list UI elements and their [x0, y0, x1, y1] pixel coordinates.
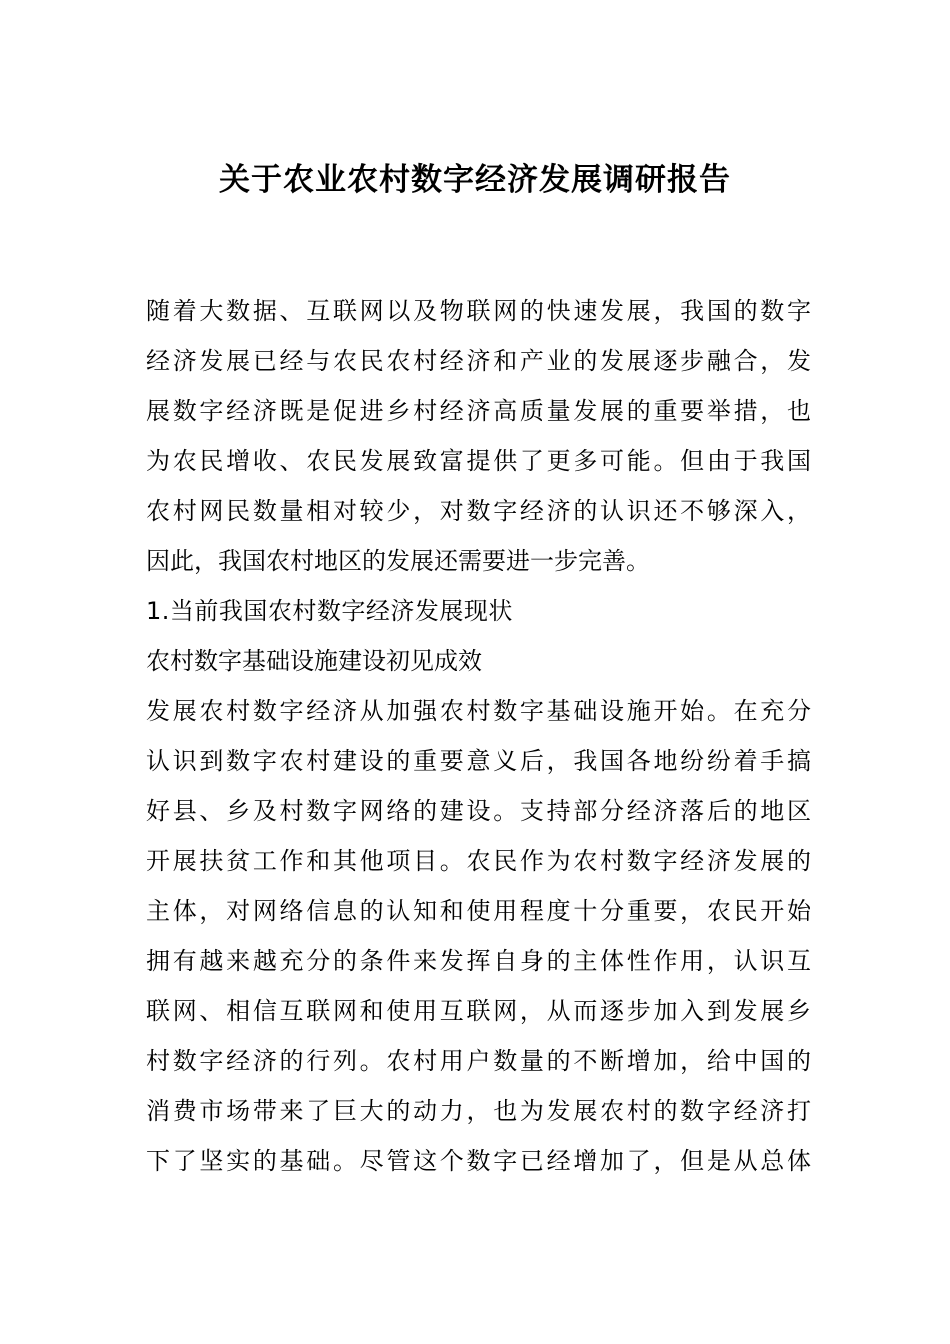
body-line: 认识到数字农村建设的重要意义后，我国各地纷纷着手搞: [146, 747, 811, 775]
intro-line: 经济发展已经与农民农村经济和产业的发展逐步融合，发: [146, 347, 811, 375]
body-line: 村数字经济的行列。农村用户数量的不断增加，给中国的: [146, 1047, 811, 1075]
body-line: 开展扶贫工作和其他项目。农民作为农村数字经济发展的: [146, 847, 811, 875]
body-line: 拥有越来越充分的条件来发挥自身的主体性作用，认识互: [146, 947, 811, 975]
subheading: 农村数字基础设施建设初见成效: [146, 647, 482, 675]
body-line: 好县、乡及村数字网络的建设。支持部分经济落后的地区: [146, 797, 811, 825]
body-line: 下了坚实的基础。尽管这个数字已经增加了，但是从总体: [146, 1147, 811, 1175]
section-heading: 1.当前我国农村数字经济发展现状: [146, 597, 513, 625]
body-line: 消费市场带来了巨大的动力，也为发展农村的数字经济打: [146, 1097, 811, 1125]
intro-line: 展数字经济既是促进乡村经济高质量发展的重要举措，也: [146, 397, 811, 425]
intro-line: 为农民增收、农民发展致富提供了更多可能。但由于我国: [146, 447, 811, 475]
intro-line: 因此，我国农村地区的发展还需要进一步完善。: [146, 547, 650, 575]
body-line: 主体，对网络信息的认知和使用程度十分重要，农民开始: [146, 897, 811, 925]
intro-line: 农村网民数量相对较少，对数字经济的认识还不够深入，: [146, 497, 811, 525]
document-title: 关于农业农村数字经济发展调研报告: [219, 162, 731, 198]
body-line: 发展农村数字经济从加强农村数字基础设施开始。在充分: [146, 697, 811, 725]
body-line: 联网、相信互联网和使用互联网，从而逐步加入到发展乡: [146, 997, 811, 1025]
intro-line: 随着大数据、互联网以及物联网的快速发展，我国的数字: [146, 297, 811, 325]
